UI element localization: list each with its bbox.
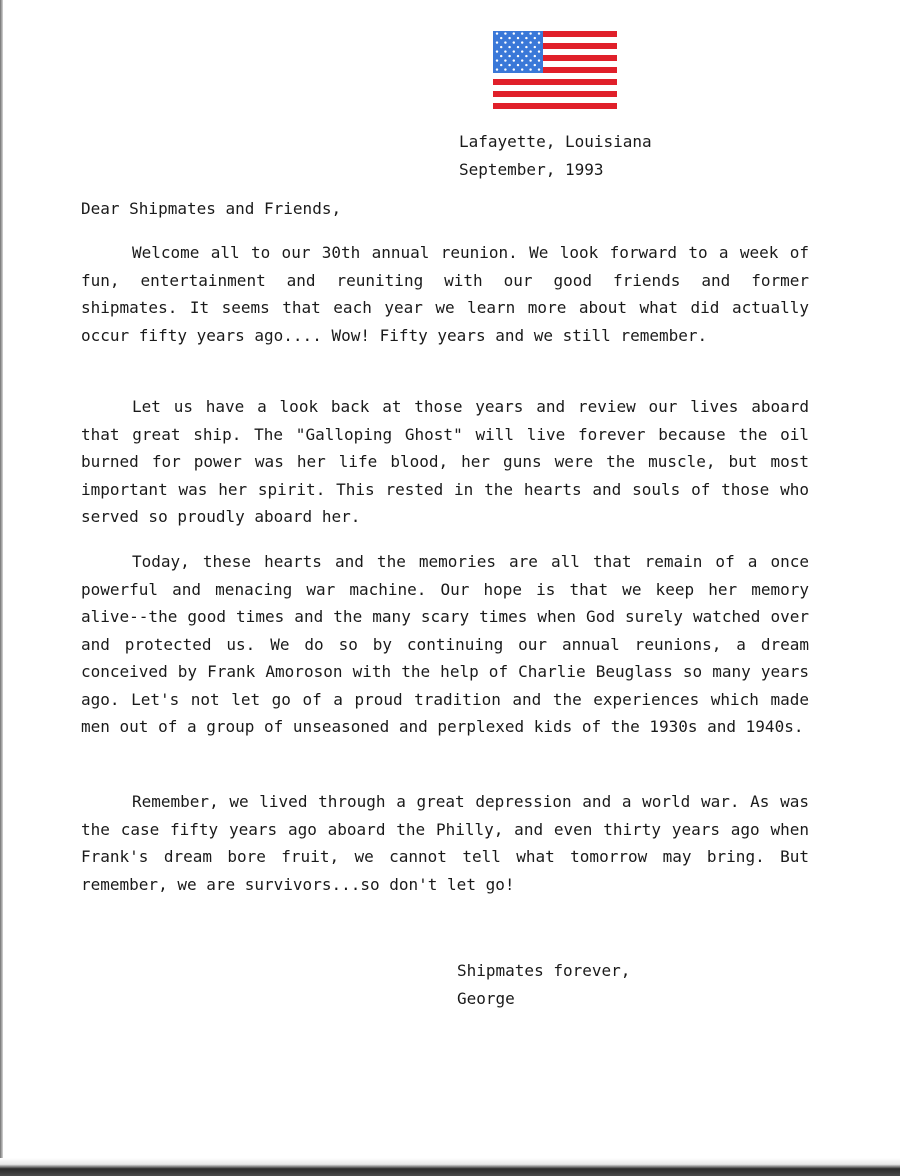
paragraph-3: Today, these hearts and the memories are all that remain of a once powerful and menacing war machine. Our hope is that we keep her memory alive--the good times and the many scary times when God surely watched over and protected us. We do so by continuing our annual reunions, a dream conceived by Frank Amoroson with the help of Charlie Beuglass so many years ago. Let's not let go of a proud tradition and the experiences which made men out of a group of unseasoned and perplexed kids of the 1930s and 1940s. <box>81 552 809 736</box>
signature: George <box>457 989 515 1008</box>
location: Lafayette, Louisiana <box>459 132 652 151</box>
scan-left-edge <box>0 0 3 1176</box>
closing: Shipmates forever, <box>457 961 631 980</box>
paragraph-4: Remember, we lived through a great depression and a world war. As was the case fifty years ago aboard the Philly, and even thirty years ago when Frank's dream bore fruit, we cannot tell what tomorrow may bring. But remember, we are survivors...so don't let go! <box>81 792 809 894</box>
paragraph-1: Welcome all to our 30th annual reunion. We look forward to a week of fun, entertainment and reuniting with our good friends and former shipmates. It seems that each year we learn more about what did actually occur fifty years ago.... Wow! Fifty years and we still remember. <box>81 243 809 345</box>
date: September, 1993 <box>459 160 604 179</box>
paragraph-2: Let us have a look back at those years and review our lives aboard that great ship. The "Galloping Ghost" will live forever because the oil burned for power was her life blood, her guns were the muscle, but most important was her spirit. This rested in the hearts and souls of those who served so proudly aboard her. <box>81 397 809 526</box>
american-flag-icon <box>493 31 617 109</box>
scan-bottom-edge <box>0 1158 900 1176</box>
dateline <box>459 128 652 184</box>
closing-block <box>457 957 630 1013</box>
salutation: Dear Shipmates and Friends, <box>81 199 342 218</box>
